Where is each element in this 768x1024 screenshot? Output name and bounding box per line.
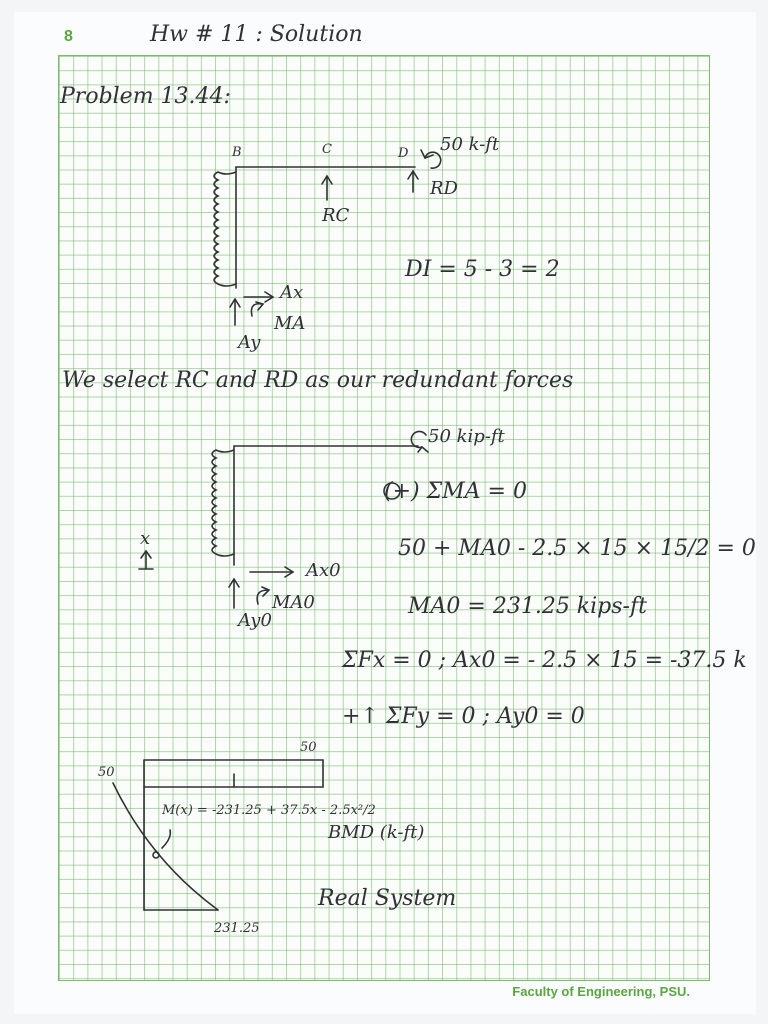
applied-moment-label: 50 k-ft <box>440 134 500 155</box>
problem-heading: Problem 13.44: <box>60 84 231 109</box>
reaction-c-label: RC <box>322 205 350 226</box>
reaction-ay0-label: Ay0 <box>238 610 272 631</box>
bmd-value-top-left: 50 <box>98 765 115 780</box>
point-b-label: B <box>232 145 242 160</box>
bmd-sketch <box>113 760 323 910</box>
point-c-label: C <box>322 142 332 157</box>
equation-ma0-result: MA0 = 231.25 kips-ft <box>408 594 647 619</box>
x-coordinate-label: x <box>140 528 151 549</box>
equation-sum-moments: (+) ΣMA = 0 <box>384 479 527 504</box>
page-number: 8 <box>64 28 73 45</box>
equation-sum-fx: ΣFx = 0 ; Ax0 = - 2.5 × 15 = -37.5 k <box>342 648 747 673</box>
frame-sketch-real <box>214 150 441 325</box>
point-d-label: D <box>398 146 409 161</box>
real-system-caption: Real System <box>318 886 457 911</box>
reaction-ax0-label: Ax0 <box>306 560 341 581</box>
page-title: Hw # 11 : Solution <box>150 22 363 47</box>
bmd-value-top-right: 50 <box>300 740 317 755</box>
equation-moment-balance: 50 + MA0 - 2.5 × 15 × 15/2 = 0 <box>398 536 756 561</box>
degree-indeterminacy: DI = 5 - 3 = 2 <box>405 257 560 282</box>
bmd-moment-equation: M(x) = -231.25 + 37.5x - 2.5x²/2 <box>162 803 376 818</box>
frame-sketch-primary <box>139 431 428 608</box>
footer-faculty: Faculty of Engineering, PSU. <box>512 984 690 999</box>
bmd-value-bottom: 231.25 <box>214 921 260 936</box>
equation-sum-fy: +↑ ΣFy = 0 ; Ay0 = 0 <box>342 704 585 729</box>
redundant-statement: We select RC and RD as our redundant forces <box>62 368 574 393</box>
moment-a-label: MA <box>274 313 306 334</box>
primary-applied-moment: 50 kip-ft <box>428 426 505 447</box>
moment-a0-label: MA0 <box>272 592 315 613</box>
reaction-ax-label: Ax <box>280 282 304 303</box>
bmd-axis-label: BMD (k-ft) <box>328 822 425 843</box>
reaction-ay-label: Ay <box>238 332 261 353</box>
reaction-d-label: RD <box>430 178 458 199</box>
